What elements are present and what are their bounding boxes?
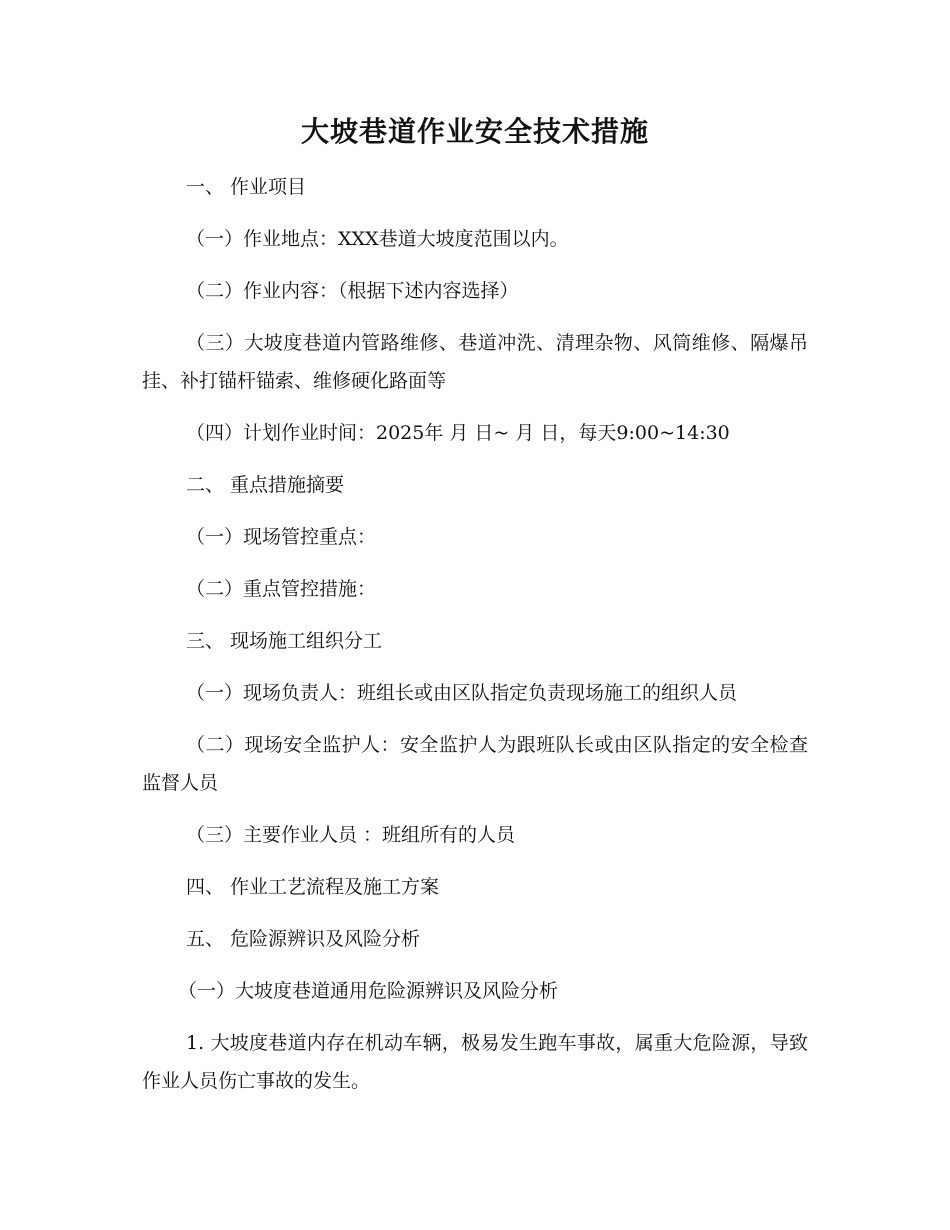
paragraph: （二）作业内容：（根据下述内容选择） xyxy=(186,280,519,302)
paragraph: （三）大坡度巷道内管路维修、巷道冲洗、清理杂物、风筒维修、隔爆吊挂、补打锚杆锚索、维修硬化路面等 xyxy=(142,332,808,392)
paragraph: （三）主要作业人员 ：班组所有的人员 xyxy=(186,824,516,846)
section-heading: 三、 现场施工组织分工 xyxy=(186,630,383,652)
paragraph: （四）计划作业时间：2025年 月 日~ 月 日，每天9:00~14:30 xyxy=(186,422,730,444)
paragraph: （一）作业地点：XXX巷道大坡度范围以内。 xyxy=(186,228,569,250)
paragraph: （一）现场管控重点： xyxy=(186,526,377,548)
paragraph: 1. 大坡度巷道内存在机动车辆，极易发生跑车事故，属重大危险源，导致作业人员伤亡事故的发生。 xyxy=(142,1032,808,1092)
paragraph: （二）重点管控措施： xyxy=(186,578,377,600)
document-body xyxy=(142,168,808,1114)
section-heading: 二、 重点措施摘要 xyxy=(186,474,345,496)
section-heading: 一、 作业项目 xyxy=(186,176,307,198)
paragraph: （一）现场负责人：班组长或由区队指定负责现场施工的组织人员 xyxy=(186,682,738,704)
section-heading: 五、 危险源辨识及风险分析 xyxy=(186,928,421,950)
paragraph: （二）现场安全监护人：安全监护人为跟班队长或由区队指定的安全检查监督人员 xyxy=(142,734,808,794)
document-title: 大坡巷道作业安全技术措施 xyxy=(300,115,649,148)
section-heading: 四、 作业工艺流程及施工方案 xyxy=(186,876,440,898)
subsection-heading: （一）大坡度巷道通用危险源辨识及风险分析 xyxy=(178,980,559,1002)
